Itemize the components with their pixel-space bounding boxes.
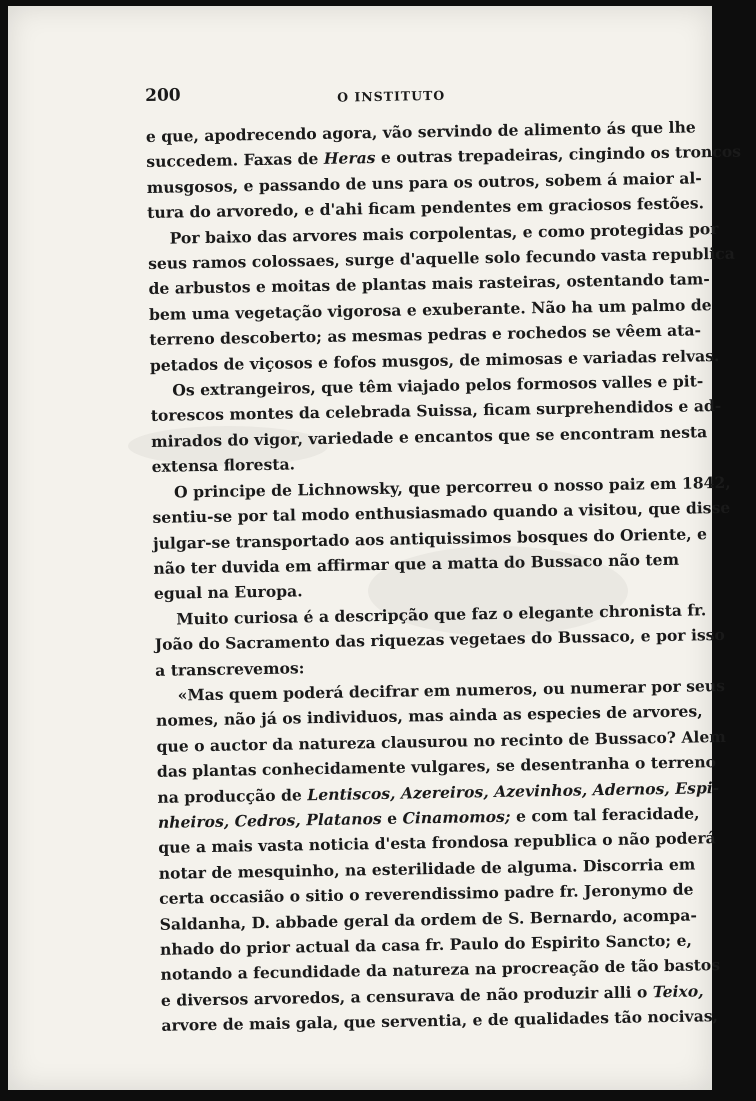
text-line: torescos montes da celebrada Suissa, ficam surprehendidos e ad- bbox=[150, 396, 722, 426]
text-line: nheiros, Cedros, Platanos e Cinamomos; e com tal feracidade, bbox=[157, 803, 700, 832]
text-line: succedem. Faxas de Heras e outras trepadeiras, cingindo os troncos bbox=[146, 142, 742, 172]
paragraph bbox=[154, 598, 726, 683]
text-line: terreno descoberto; as mesmas pedras e rochedos se vêem ata- bbox=[149, 320, 702, 350]
text-line: que o auctor da natureza clausurou no recinto de Bussaco? Alem bbox=[156, 726, 726, 756]
italic-term: Espi- bbox=[675, 777, 720, 798]
text-line: tura do arvoredo, e d'ahi ficam pendentes em graciosos festões. bbox=[147, 193, 705, 223]
running-head: O INSTITUTO bbox=[337, 87, 446, 105]
italic-term: nheiros, bbox=[157, 811, 230, 832]
paragraph bbox=[145, 115, 742, 225]
italic-term: Teixo, bbox=[652, 981, 704, 1002]
text-line: egual na Europa. bbox=[153, 581, 303, 604]
text-line: a transcrevemos: bbox=[155, 657, 305, 680]
text-line: na producção de Lentiscos, Azereiros, Azevinhos, Adernos, Espi- bbox=[157, 777, 720, 807]
italic-term: Heras bbox=[323, 148, 376, 169]
text-block bbox=[145, 77, 742, 1038]
text-line: «Mas quem poderá decifrar em numeros, ou numerar por seus bbox=[177, 675, 726, 705]
text-line: de arbustos e moitas de plantas mais rasteiras, ostentando tam- bbox=[148, 269, 710, 299]
italic-term: Azereiros, bbox=[400, 781, 489, 803]
paragraph bbox=[150, 369, 722, 479]
italic-term: Azevinhos, bbox=[493, 779, 588, 801]
text-line: extensa floresta. bbox=[151, 454, 296, 477]
scanned-page bbox=[8, 6, 742, 1090]
text-line: Saldanha, D. abbade geral da ordem de S. Bernardo, acompa- bbox=[159, 905, 697, 934]
text-line: mirados do vigor, variedade e encantos que se encontram nesta bbox=[151, 422, 708, 451]
text-line: sentiu-se por tal modo enthusiasmado quando a visitou, que disse bbox=[152, 497, 731, 528]
text-line: que a mais vasta noticia d'esta frondosa republica o não poderá bbox=[158, 828, 716, 858]
text-line: musgosos, e passando de uns para os outros, sobem á maior al- bbox=[146, 168, 702, 197]
text-line: notar de mesquinho, na esterilidade de alguma. Discorria em bbox=[158, 854, 696, 883]
text-line: notando a fecundidade da natureza na procreação de tão bastos bbox=[160, 955, 721, 985]
text-line: não ter duvida em affirmar que a matta do Bussaco não tem bbox=[153, 549, 680, 578]
italic-term: Platanos bbox=[305, 808, 382, 830]
text-line: O principe de Lichnowsky, que percorreu o nosso paiz em 1842, bbox=[173, 472, 731, 502]
paragraph bbox=[147, 217, 735, 378]
italic-term: Cinamomos; bbox=[402, 806, 511, 828]
text-line: João do Sacramento das riquezas vegetaes do Bussaco, e por isso bbox=[154, 625, 726, 655]
text-line: e diversos arvoredos, a censurava de não produzir alli o Teixo, bbox=[160, 981, 704, 1010]
text-line: julgar-se transportado aos antiquissimos bosques do Oriente, e bbox=[152, 523, 708, 553]
text-line: seus ramos colossaes, surge d'aquelle solo fecundo vasta republica bbox=[147, 243, 735, 274]
text-line: certa occasião o sitio o reverendissimo padre fr. Jeronymo de bbox=[159, 879, 694, 909]
text-line: nhado do prior actual da casa fr. Paulo do Espirito Sancto; e, bbox=[159, 930, 693, 959]
text-line: arvore de mais gala, que serventia, e de qualidades tão nocivas, bbox=[161, 1006, 719, 1036]
text-line: bem uma vegetação vigorosa e exuberante. Não ha um palmo de bbox=[148, 294, 712, 324]
paragraph bbox=[152, 471, 731, 607]
page-number: 200 bbox=[145, 85, 181, 106]
italic-term: Cedros, bbox=[234, 810, 301, 831]
paragraph bbox=[155, 674, 726, 1038]
text-line: e que, apodrecendo agora, vão servindo de alimento ás que lhe bbox=[145, 117, 696, 146]
text-line: das plantas conhecidamente vulgares, se desentranha o terreno bbox=[156, 752, 717, 782]
text-line: Muito curiosa é a descripção que faz o elegante chronista fr. bbox=[176, 600, 707, 629]
text-line: petados de viçosos e fofos musgos, de mimosas e variadas relvas. bbox=[149, 345, 720, 375]
italic-term: Adernos, bbox=[592, 778, 670, 799]
text-line: Por baixo das arvores mais corpolentas, e como protegidas por bbox=[169, 218, 719, 248]
text-line: nomes, não já os individuos, mas ainda as especies de arvores, bbox=[155, 701, 703, 731]
text-line: Os extrangeiros, que têm viajado pelos formosos valles e pit- bbox=[172, 371, 704, 400]
italic-term: Lentiscos, bbox=[307, 783, 396, 804]
